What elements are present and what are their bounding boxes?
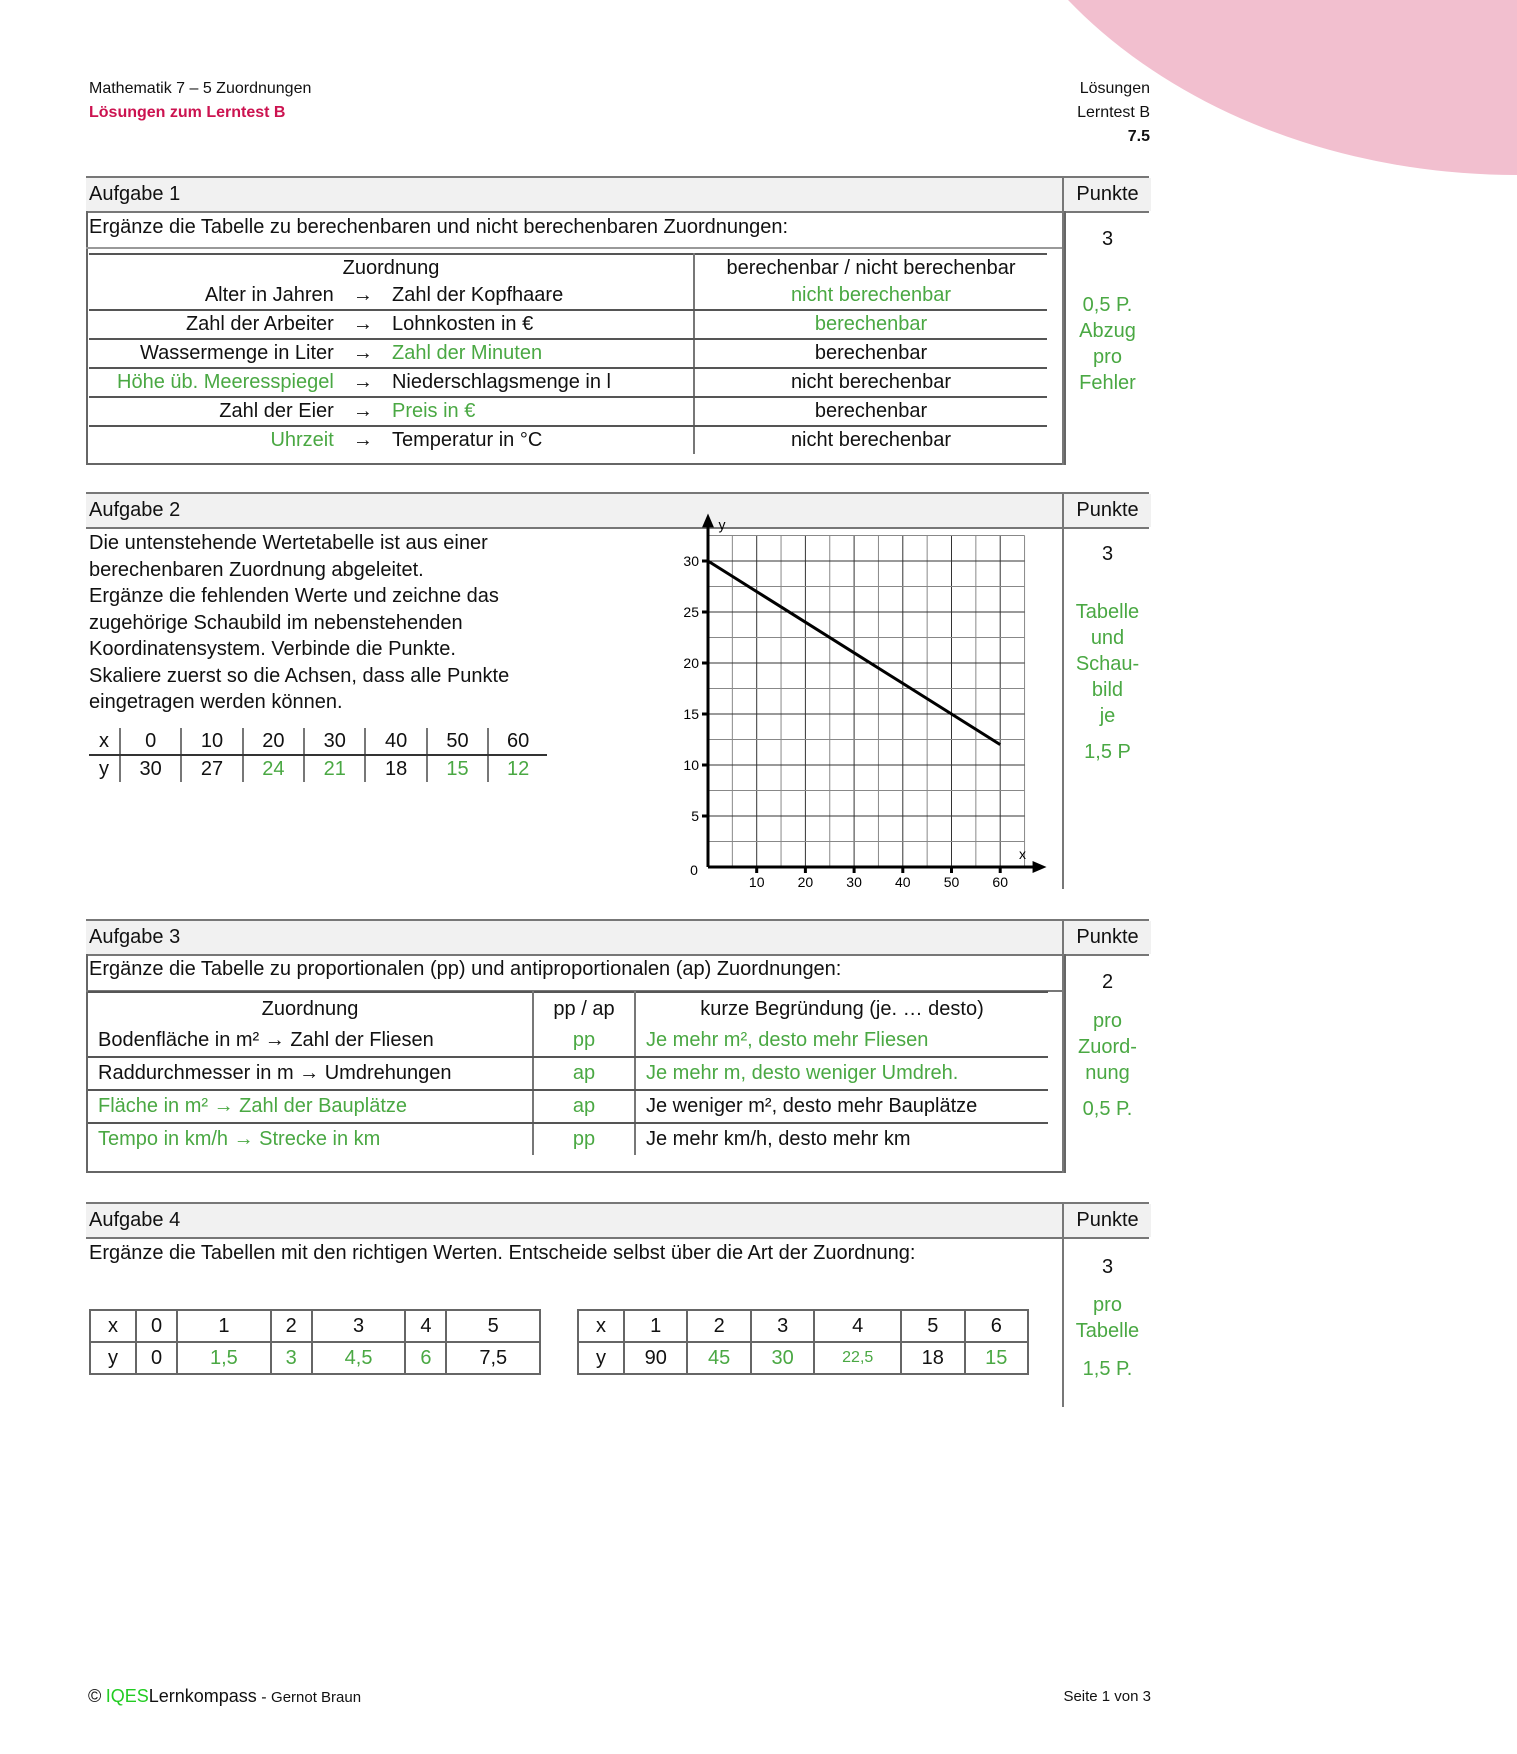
task1-points: 3	[1101, 228, 1114, 250]
table-row	[88, 1123, 1048, 1155]
x-value: 40	[365, 728, 426, 755]
zuordnung-left: Zahl der Arbeiter	[89, 310, 334, 339]
arrow-icon: →	[334, 282, 392, 310]
x-tick-label: 20	[797, 874, 814, 890]
type-cell: pp	[533, 1025, 635, 1057]
subject-title: Mathematik 7 – 5 Zuordnungen	[89, 80, 312, 97]
task1-points-label: Punkte	[1062, 178, 1151, 211]
instruction-line: zugehörige Schaubild im nebenstehenden	[89, 611, 463, 634]
x-value: 0	[136, 1310, 177, 1342]
x-axis-arrow-icon	[1033, 861, 1047, 873]
brand-lernkompass: Lernkompass	[148, 1686, 257, 1706]
task2-chart	[660, 516, 1040, 890]
zuordnung-right: Zahl der Kopfhaare	[392, 282, 694, 310]
points-note-line: 0,5 P.	[1082, 294, 1133, 316]
task1-points-column	[1062, 211, 1151, 465]
y-row	[578, 1342, 1028, 1374]
task3-instruction: Ergänze die Tabelle zu proportionalen (pp) und antiproportionalen (ap) Zuordnungen:	[89, 958, 842, 980]
zuordnung-left: Uhrzeit	[270, 429, 334, 451]
y-tick-label: 30	[683, 553, 699, 569]
table-row	[89, 368, 1047, 397]
y-tick-label: 10	[683, 757, 699, 773]
y-value: 90	[624, 1342, 687, 1374]
task2-points: 3	[1101, 543, 1114, 565]
x-value: 3	[751, 1310, 814, 1342]
x-value: 50	[427, 728, 488, 755]
reason-cell: Je weniger m², desto mehr Bauplätze	[635, 1090, 1048, 1123]
result-cell: berechenbar	[694, 397, 1047, 426]
zuordnung-left: Höhe üb. Meeresspiegel	[89, 368, 334, 397]
x-value: 20	[243, 728, 304, 755]
result-cell: berechenbar	[694, 310, 1047, 339]
result-cell: nicht berechenbar	[694, 282, 1047, 310]
y-value: 45	[687, 1342, 750, 1374]
task4-points-note	[1064, 1292, 1151, 1344]
x-value: 5	[901, 1310, 964, 1342]
footer-brand	[88, 1686, 361, 1707]
x-label: x	[89, 728, 120, 755]
y-value: 30	[120, 755, 181, 782]
points-note-line: Tabelle	[1075, 601, 1140, 623]
task4-instruction: Ergänze die Tabellen mit den richtigen Werten. Entscheide selbst über die Art der Zuordnung:	[89, 1242, 916, 1264]
x-value: 6	[965, 1310, 1028, 1342]
label-line1: Lösungen	[1079, 80, 1150, 97]
x-row	[578, 1310, 1028, 1342]
col-type: pp / ap	[533, 992, 635, 1025]
reason-cell: Je mehr m², desto mehr Fliesen	[635, 1025, 1048, 1057]
task4-points-column	[1062, 1237, 1151, 1407]
task4-points-value: 1,5 P.	[1082, 1358, 1133, 1380]
document-header	[89, 77, 311, 125]
col-zuordnung: Zuordnung	[89, 254, 694, 282]
x-row	[90, 1310, 540, 1342]
result-cell: nicht berechenbar	[790, 429, 952, 451]
x-value: 1	[624, 1310, 687, 1342]
y-row	[90, 1342, 540, 1374]
instruction-line: Die untenstehende Wertetabelle ist aus einer	[89, 532, 488, 554]
table-row	[89, 397, 1047, 426]
x-tick-label: 50	[943, 874, 960, 890]
points-note-line: bild	[1091, 679, 1124, 701]
x-tick-label: 40	[895, 874, 911, 890]
y-axis-label: y	[718, 516, 726, 533]
task3-title: Aufgabe 3	[89, 926, 181, 948]
task3-points: 2	[1101, 971, 1114, 993]
y-value: 15	[965, 1342, 1028, 1374]
points-note-line: je	[1099, 705, 1116, 727]
zuordnung-cell: Tempo in km/h → Strecke in km	[88, 1123, 533, 1155]
zuordnung-right: Niederschlagsmenge in l	[392, 368, 694, 397]
type-cell: ap	[533, 1090, 635, 1123]
y-value: 15	[427, 755, 488, 782]
y-value: 22,5	[814, 1342, 901, 1374]
x-value: 4	[405, 1310, 446, 1342]
points-note-line: pro	[1093, 346, 1122, 368]
zuordnung-cell: Fläche in m² → Zahl der Bauplätze	[88, 1090, 533, 1123]
label-line2: Lerntest B	[1077, 104, 1150, 121]
y-value: 18	[365, 755, 426, 782]
reason-cell: Je mehr m, desto weniger Umdreh.	[635, 1057, 1048, 1090]
table-row	[88, 1090, 1048, 1123]
col-zuordnung: Zuordnung	[88, 992, 533, 1025]
points-note-line: Tabelle	[1075, 1320, 1140, 1342]
result-cell: nicht berechenbar	[694, 368, 1047, 397]
x-axis-label: x	[1019, 846, 1027, 862]
points-note-line: Fehler	[1079, 372, 1136, 394]
zuordnung-right: Zahl der Minuten	[392, 339, 694, 368]
arrow-icon: →	[334, 368, 392, 397]
task3-points-note	[1064, 1008, 1151, 1086]
task1-instruction: Ergänze die Tabelle zu berechenbaren und nicht berechenbaren Zuordnungen:	[89, 216, 789, 238]
task3-header	[86, 919, 1149, 956]
type-cell: pp	[533, 1123, 635, 1155]
arrow-icon: →	[334, 339, 392, 368]
x-value: 0	[120, 728, 181, 755]
task2-points-value: 1,5 P	[1084, 741, 1131, 763]
task4-points-label: Punkte	[1062, 1204, 1151, 1237]
col-result: berechenbar / nicht berechenbar	[694, 254, 1047, 282]
zuordnung-right: Temperatur in °C	[392, 426, 694, 454]
task2-points-label: Punkte	[1062, 494, 1151, 527]
x-value: 30	[304, 728, 365, 755]
y-tick-label: 15	[683, 706, 699, 722]
corner-decoration	[957, 0, 1517, 175]
document-label	[1077, 77, 1150, 149]
instruction-line: Ergänze die fehlenden Werte und zeichne das	[89, 585, 499, 607]
task1-points-note	[1064, 292, 1151, 396]
copyright-icon: ©	[88, 1686, 102, 1706]
task2-points-note	[1064, 599, 1151, 729]
points-note-line: Zuord-	[1078, 1036, 1137, 1058]
table-row	[89, 310, 1047, 339]
table-row	[88, 1057, 1048, 1090]
table-row	[89, 426, 1047, 454]
y-label: y	[99, 757, 109, 780]
table-header-row	[88, 992, 1048, 1025]
y-value: 12	[488, 755, 547, 782]
zuordnung-left: Wassermenge in Liter	[89, 339, 334, 368]
zuordnung-right: Lohnkosten in €	[392, 310, 694, 339]
task4-table-b	[577, 1309, 1029, 1375]
y-value: 27	[181, 755, 242, 782]
points-note-line: Abzug	[1079, 320, 1136, 342]
divider	[86, 247, 1062, 249]
points-note-line: pro	[1093, 1294, 1122, 1316]
y-value: 6	[405, 1342, 446, 1374]
page-number: Seite 1 von 3	[1063, 1688, 1151, 1705]
zuordnung-cell: Bodenfläche in m² → Zahl der Fliesen	[88, 1025, 533, 1057]
y-value: 30	[751, 1342, 814, 1374]
x-value: 10	[181, 728, 242, 755]
x-tick-label: 10	[748, 874, 765, 890]
result-cell: berechenbar	[694, 339, 1047, 368]
arrow-icon: →	[352, 429, 373, 451]
brand-iqes: IQES	[105, 1686, 149, 1706]
y-label: y	[578, 1342, 624, 1374]
x-tick-label: 60	[992, 874, 1008, 890]
document-subtitle: Lösungen zum Lerntest B	[89, 104, 286, 121]
task3-points-value: 0,5 P.	[1082, 1098, 1133, 1120]
task1-title: Aufgabe 1	[89, 183, 181, 205]
x-value: 3	[312, 1310, 406, 1342]
arrow-icon: →	[334, 397, 392, 426]
footer-dash: -	[261, 1689, 267, 1706]
zuordnung-left: Zahl der Eier	[89, 397, 334, 426]
arrow-icon: →	[334, 310, 392, 339]
points-note-line: und	[1090, 627, 1125, 649]
y-tick-label: 5	[691, 808, 699, 824]
y-tick-label: 20	[683, 655, 699, 671]
task1-table	[89, 253, 1047, 454]
label-number: 7.5	[1127, 128, 1150, 145]
col-reason: kurze Begründung (je. … desto)	[635, 992, 1048, 1025]
table-row	[89, 282, 1047, 310]
x-value: 4	[814, 1310, 901, 1342]
x-value: 2	[687, 1310, 750, 1342]
task3-points-column	[1062, 954, 1151, 1173]
x-value: 1	[177, 1310, 271, 1342]
task3-points-label: Punkte	[1062, 921, 1151, 954]
y-value: 18	[901, 1342, 964, 1374]
x-row	[89, 728, 547, 755]
instruction-line: Koordinatensystem. Verbinde die Punkte.	[89, 638, 456, 660]
y-row	[89, 755, 547, 782]
type-cell: ap	[533, 1057, 635, 1090]
y-value: 0	[136, 1342, 177, 1374]
x-value: 60	[488, 728, 547, 755]
instruction-line: eingetragen werden können.	[89, 691, 343, 713]
x-value: 2	[271, 1310, 312, 1342]
x-label: x	[578, 1310, 624, 1342]
points-note-line: pro	[1093, 1010, 1122, 1032]
x-label: x	[90, 1310, 136, 1342]
task2-value-table	[89, 728, 547, 782]
table-row	[88, 1025, 1048, 1057]
instruction-line: Skaliere zuerst so die Achsen, dass alle Punkte	[89, 664, 510, 687]
y-value: 4,5	[312, 1342, 406, 1374]
task2-instruction	[89, 530, 509, 716]
x-value: 5	[446, 1310, 540, 1342]
zuordnung-right: Preis in €	[392, 397, 694, 426]
y-value: 21	[304, 755, 365, 782]
y-value: 1,5	[177, 1342, 271, 1374]
task2-title: Aufgabe 2	[89, 499, 181, 521]
y-label: y	[90, 1342, 136, 1374]
x-tick-label: 30	[846, 874, 862, 890]
y-value: 3	[271, 1342, 312, 1374]
task2-header	[86, 492, 1149, 529]
task1-header	[86, 176, 1149, 213]
table-header-row	[89, 254, 1047, 282]
y-tick-label: 25	[683, 604, 699, 620]
reason-cell: Je mehr km/h, desto mehr km	[646, 1128, 911, 1150]
instruction-line: berechenbaren Zuordnung abgeleitet.	[89, 558, 424, 581]
points-note-line: nung	[1085, 1062, 1130, 1084]
task4-title: Aufgabe 4	[89, 1209, 181, 1231]
origin-label: 0	[690, 862, 698, 878]
task2-points-column	[1062, 527, 1151, 889]
table-row	[89, 339, 1047, 368]
task4-table-a	[89, 1309, 541, 1375]
task4-header	[86, 1202, 1149, 1239]
task4-points: 3	[1101, 1256, 1114, 1278]
footer-author: Gernot Braun	[271, 1689, 362, 1706]
y-value: 24	[243, 755, 304, 782]
points-note-line: Schau-	[1075, 653, 1140, 675]
zuordnung-cell: Raddurchmesser in m → Umdrehungen	[88, 1057, 533, 1090]
task3-table	[88, 991, 1048, 1155]
y-value: 7,5	[446, 1342, 540, 1374]
zuordnung-left: Alter in Jahren	[89, 282, 334, 310]
